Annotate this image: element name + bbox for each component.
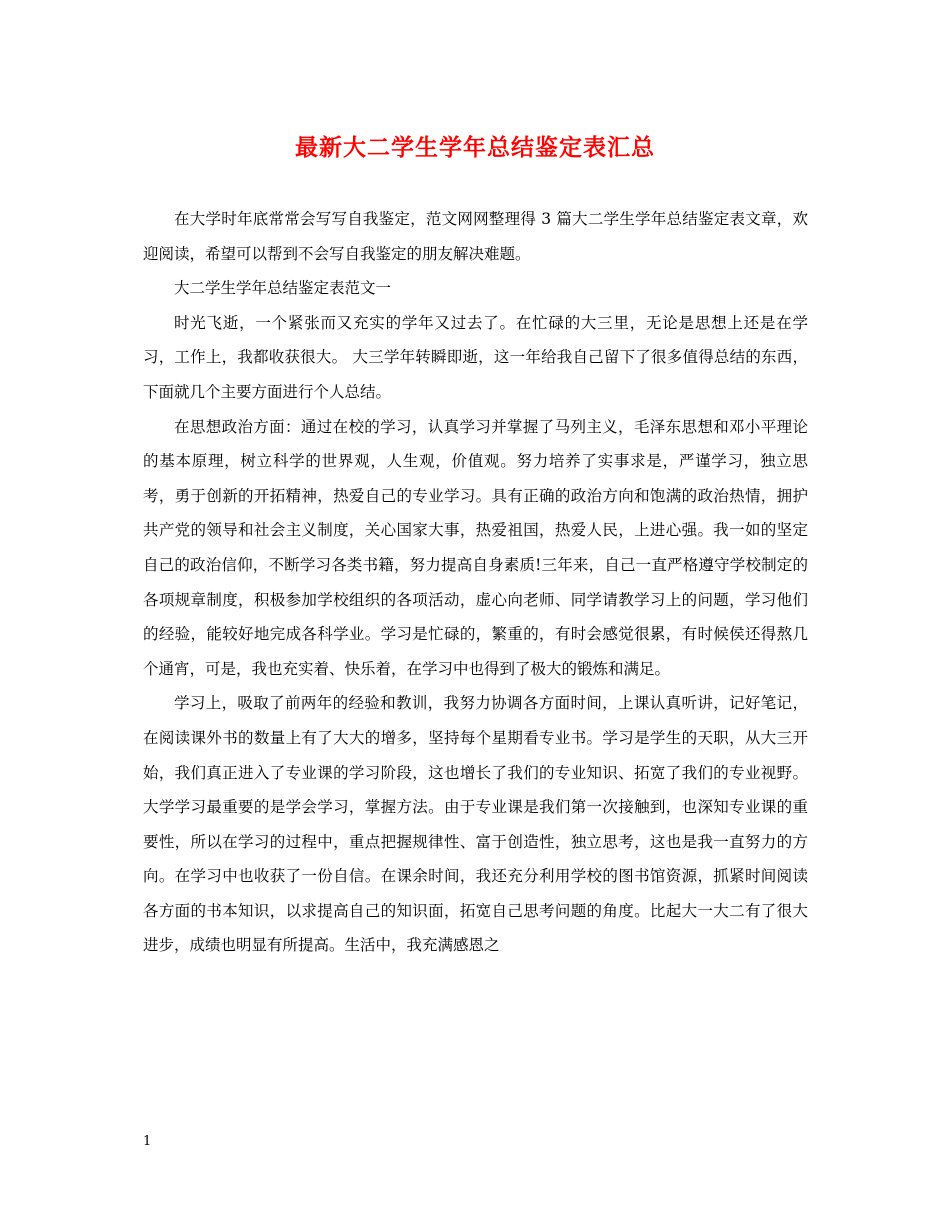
- paragraph-time: 时光飞逝，一个紧张而又充实的学年又过去了。在忙碌的大三里，无论是思想上还是在学习，工作上，我都收获很大。 大三学年转瞬即逝，这一年给我自己留下了很多值得总结的东西，下面就几个主要方面进行个人总结。: [143, 313, 808, 401]
- paragraph-politics: 在思想政治方面：通过在校的学习，认真学习并掌握了马列主义，毛泽东思想和邓小平理论的基本原理，树立科学的世界观，人生观，价值观。努力培养了实事求是，严谨学习，独立思考，勇于创新的开拓精神，热爱自己的专业学习。具有正确的政治方向和饱满的政治热情，拥护共产党的领导和社会主义制度，关心国家大事，热爱祖国，热爱人民，上进心强。我一如的坚定自己的政治信仰，不断学习各类书籍，努力提高自身素质!三年来，自己一直严格遵守学校制定的各项规章制度，积极参加学校组织的各项活动，虚心向老师、同学请教学习上的问题，学习他们的经验，能较好地完成各科学业。学习是忙碌的，繁重的，有时会感觉很累，有时候侯还得熬几个通宵，可是，我也充实着、快乐着，在学习中也得到了极大的锻炼和满足。: [143, 417, 808, 678]
- document-body: [143, 202, 808, 963]
- paragraph-study: 学习上，吸取了前两年的经验和教训，我努力协调各方面时间，上课认真听讲，记好笔记，在阅读课外书的数量上有了大大的增多，坚持每个星期看专业书。学习是学生的天职，从大三开始，我们真正进入了专业课的学习阶段，这也增长了我们的专业知识、拓宽了我们的专业视野。大学学习最重要的是学会学习，掌握方法。由于专业课是我们第一次接触到，也深知专业课的重要性，所以在学习的过程中，重点把握规律性、富于创造性，独立思考，这也是我一直努力的方向。在学习中也收获了一份自信。在课余时间，我还充分利用学校的图书馆资源，抓紧时间阅读各方面的书本知识，以求提高自己的知识面，拓宽自己思考问题的角度。比起大一大二有了很大进步，成绩也明显有所提高。生活中，我充满感恩之: [143, 694, 808, 955]
- document-title: 最新大二学生学年总结鉴定表汇总: [295, 134, 655, 161]
- paragraph-subheading: 大二学生学年总结鉴定表范文一: [174, 279, 392, 298]
- paragraph-intro: 在大学时年底常常会写写自我鉴定，范文网网整理得 3 篇大二学生学年总结鉴定表文章，欢迎阅读，希望可以帮到不会写自我鉴定的朋友解决难题。: [143, 210, 808, 263]
- page-number: 1: [143, 1134, 152, 1149]
